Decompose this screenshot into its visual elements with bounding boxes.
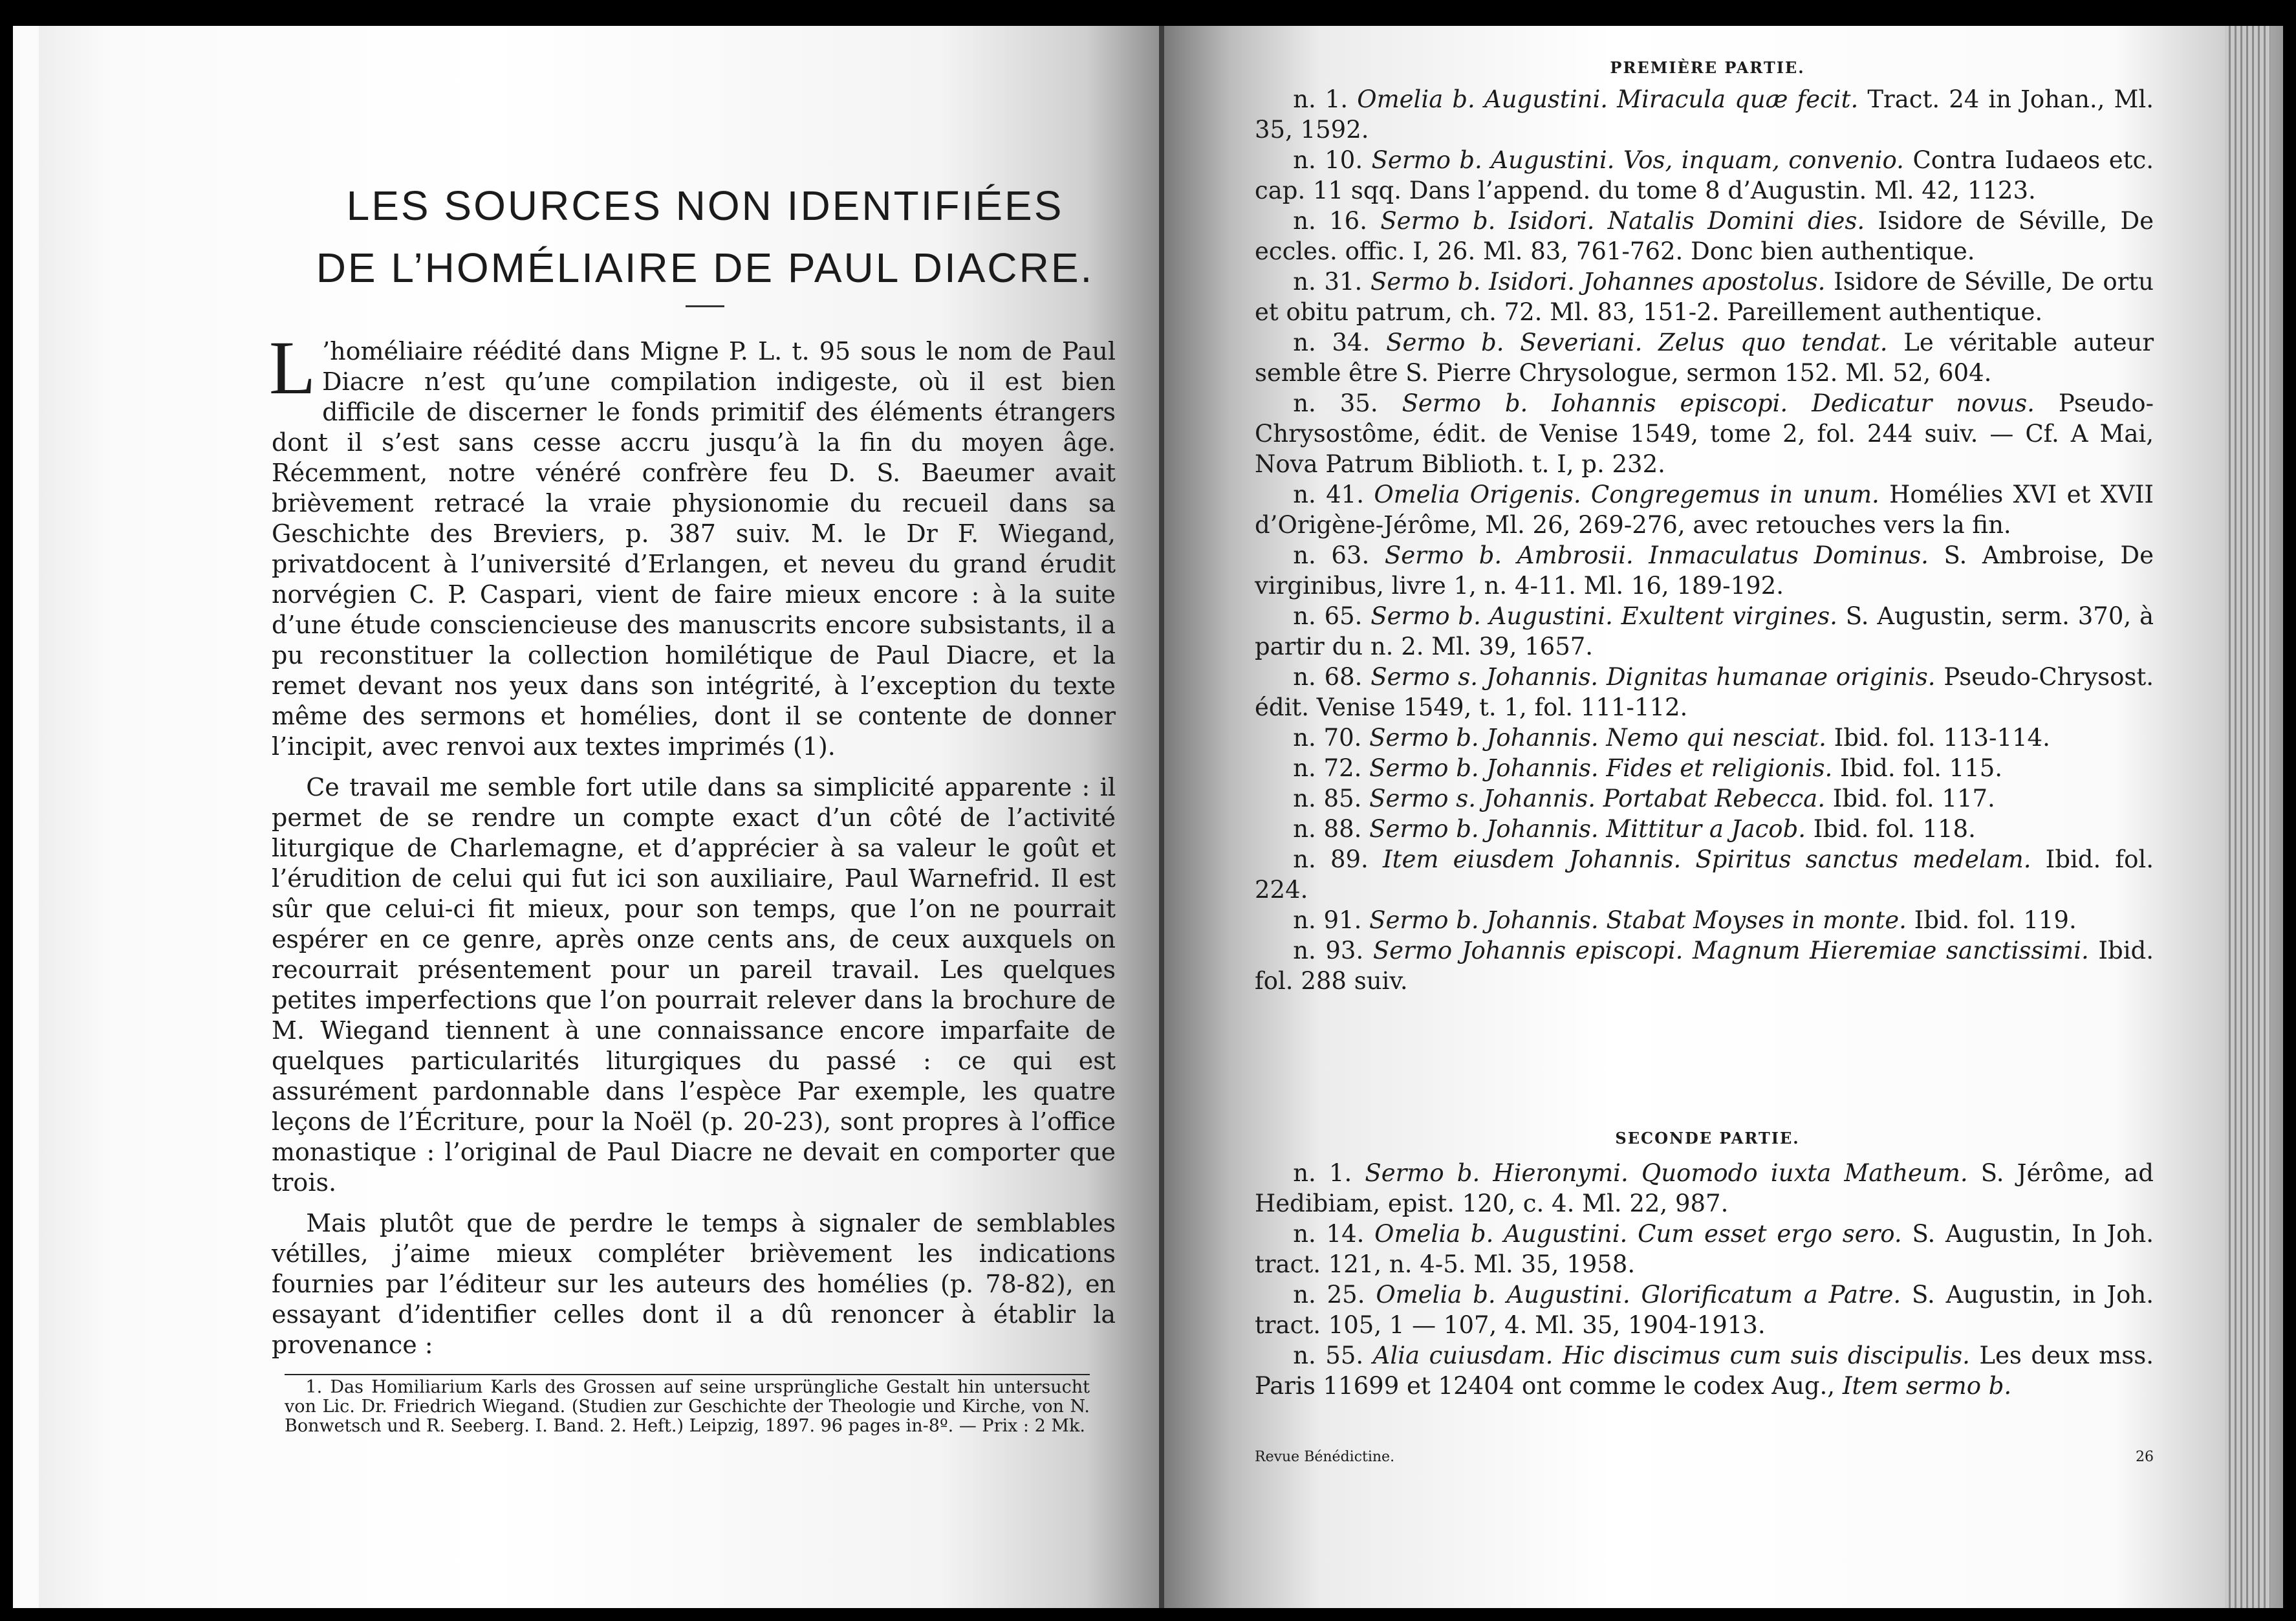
- entry-reference: Pseudo-Chrysost. édit. Venise 1549, t. 1, fol. 111-112.: [1255, 663, 2154, 721]
- entry-number: n. 1.: [1293, 85, 1348, 113]
- entry: [1255, 84, 2154, 145]
- entry-rubric: Alia cuiusdam. Hic discimus cum suis discipulis.: [1372, 1342, 1970, 1369]
- entry: [1255, 1158, 2154, 1219]
- page-number: 26: [2136, 1449, 2154, 1465]
- entry-rubric: Sermo b. Augustini. Exultent virgines.: [1370, 602, 1837, 630]
- entry-number: n. 70.: [1293, 724, 1362, 752]
- entry-reference: Ibid. fol. 118.: [1813, 815, 1976, 843]
- entry-rubric: Omelia b. Augustini. Glorificatum a Patre.: [1376, 1281, 1901, 1309]
- entry-number: n. 25.: [1293, 1281, 1365, 1309]
- entry-number: n. 72.: [1293, 754, 1362, 782]
- page-edges: [2225, 26, 2270, 1608]
- entry-number: n. 35.: [1293, 389, 1378, 417]
- entry: [1255, 145, 2154, 206]
- article-title: [285, 175, 1125, 307]
- entry-rubric: Sermo b. Johannis. Stabat Moyses in monte.: [1369, 906, 1907, 934]
- entry-reference: S. Augustin, In Joh. tract. 121, n. 4-5. Ml. 35, 1958.: [1255, 1220, 2154, 1278]
- entry-number: n. 68.: [1293, 663, 1363, 691]
- entry-rubric: Sermo s. Johannis. Portabat Rebecca.: [1369, 785, 1825, 812]
- entry-reference: Le véritable auteur semble être S. Pierre Chrysologue, sermon 152. Ml. 52, 604.: [1255, 329, 2154, 387]
- entry: [1255, 935, 2154, 996]
- entry-number: n. 93.: [1293, 937, 1364, 964]
- entry: [1255, 388, 2154, 479]
- entry-number: n. 31.: [1293, 268, 1363, 296]
- entry: [1255, 267, 2154, 327]
- entry-reference: Ibid. fol. 224.: [1255, 845, 2154, 904]
- drop-cap: L: [269, 325, 316, 410]
- page-footer: [1255, 1449, 2154, 1465]
- entry-rubric: Sermo b. Isidori. Natalis Domini dies.: [1380, 207, 1865, 235]
- entry: [1255, 662, 2154, 723]
- entry-number: n. 88.: [1293, 815, 1362, 843]
- entry-number: n. 65.: [1293, 602, 1363, 630]
- paragraph-2: Ce travail me semble fort utile dans sa simplicité apparente : il permet de se rendre un compte exact d’un côté de l’activité liturgique de Charlemagne, et d’apprécier à sa valeur le goût et l’érudition de celui qui fut ici son auxiliaire, Paul Warnefrid. Il est sûr que celui-ci fit mieux, pour son temps, que l’on ne pourrait espérer en ce genre, après onze cents ans, de ceux auxquels on recourrait présentement pour un pareil travail. Les quelques petites imperfections que l’on pourrait relever dans la brochure de M. Wiegand tiennent à une connaissance encore imparfaite de quelques particularités liturgiques du passé : ce qui est assurément pardonnable dans l’espèce Par exemple, les quatre leçons de l’Écriture, pour la Noël (p. 20-23), sont propres à l’office monastique : l’original de Paul Diacre ne devait en comporter que trois.: [272, 773, 1116, 1197]
- footnote: 1. Das Homiliarium Karls des Grossen auf seine ursprüngliche Gestalt hin untersucht von Lic. Dr. Friedrich Wiegand. (Studien zur Geschichte der Theologie und Kirche, von N. Bonwetsch und R. Seeberg. I. Band. 2. Heft.) Leipzig, 1897. 96 pages in-8º. — Prix : 2 Mk.: [285, 1377, 1090, 1436]
- entry: [1255, 479, 2154, 540]
- entry-reference: Ibid. fol. 113-114.: [1834, 724, 2050, 752]
- entry-reference: S. Jérôme, ad Hedibiam, epist. 120, c. 4. Ml. 22, 987.: [1255, 1159, 2154, 1217]
- entry-rubric: Sermo b. Iohannis episcopi. Dedicatur novus.: [1402, 389, 2035, 417]
- entry-reference: Contra Iudaeos etc. cap. 11 sqq. Dans l’append. du tome 8 d’Augustin. Ml. 42, 1123.: [1255, 146, 2154, 204]
- right-page: [1164, 26, 2283, 1608]
- entry-rubric: Sermo b. Augustini. Vos, inquam, convenio.: [1371, 146, 1904, 174]
- entry-rubric: Sermo b. Johannis. Nemo qui nesciat.: [1369, 724, 1826, 752]
- part1-heading: PREMIÈRE PARTIE.: [1610, 58, 1805, 77]
- entry-rubric: Sermo b. Johannis. Fides et religionis.: [1369, 754, 1833, 782]
- journal-name: Revue Bénédictine.: [1255, 1449, 1395, 1465]
- entry-rubric: Sermo s. Johannis. Dignitas humanae originis.: [1370, 663, 1936, 691]
- entry: [1255, 905, 2154, 935]
- entry-reference: Pseudo-Chrysostôme, édit. de Venise 1549, tome 2, fol. 244 suiv. — Cf. A Mai, Nova Patrum Biblioth. t. I, p. 232.: [1255, 389, 2154, 478]
- part2-heading: SECONDE PARTIE.: [1615, 1129, 1800, 1148]
- entry: [1255, 723, 2154, 753]
- entry-rubric: Omelia b. Augustini. Cum esset ergo sero.: [1374, 1220, 1902, 1248]
- entry-rubric: Sermo b. Hieronymi. Quomodo iuxta Matheum.: [1365, 1159, 1968, 1187]
- entry: [1255, 601, 2154, 662]
- entry-reference: Isidore de Séville, De ortu et obitu patrum, ch. 72. Ml. 83, 151-2. Pareillement authentique.: [1255, 268, 2154, 326]
- entry: [1255, 327, 2154, 388]
- part2-entries: [1255, 1158, 2154, 1401]
- entry-rubric: Sermo b. Ambrosii. Inmaculatus Dominus.: [1384, 541, 1929, 569]
- entry-number: n. 1.: [1293, 1159, 1352, 1187]
- entry: [1255, 753, 2154, 783]
- entry: [1255, 1340, 2154, 1401]
- entry-reference: S. Ambroise, De virginibus, livre 1, n. 4-11. Ml. 16, 189-192.: [1255, 541, 2154, 600]
- entry-number: n. 89.: [1293, 845, 1369, 873]
- entry-rubric: Item eiusdem Johannis. Spiritus sanctus medelam.: [1383, 845, 2031, 873]
- entry-reference: Ibid. fol. 119.: [1914, 906, 2077, 934]
- entry-number: n. 34.: [1293, 329, 1370, 356]
- entry-number: n. 10.: [1293, 146, 1363, 174]
- entry-reference: Tract. 24 in Johan., Ml. 35, 1592.: [1255, 85, 2154, 144]
- entry-rubric: Sermo b. Isidori. Johannes apostolus.: [1370, 268, 1826, 296]
- entry-reference: Ibid. fol. 115.: [1840, 754, 2003, 782]
- paragraph-3: Mais plutôt que de perdre le temps à signaler de semblables vétilles, j’aime mieux compléter brièvement les indications fournies par l’éditeur sur les auteurs des homélies (p. 78-82), en essayant d’identifier celles dont il a dû renoncer à établir la provenance :: [272, 1209, 1116, 1359]
- entry: [1255, 1219, 2154, 1279]
- entry-number: n. 14.: [1293, 1220, 1365, 1248]
- title-line-2: DE L’HOMÉLIAIRE DE PAUL DIACRE.: [316, 245, 1094, 291]
- entry-number: n. 55.: [1293, 1342, 1364, 1369]
- title-rule: [686, 305, 724, 307]
- entry: [1255, 1279, 2154, 1340]
- article-body: [269, 325, 1116, 1371]
- footnote-rule: [285, 1374, 1090, 1375]
- entry-rubric: Omelia b. Augustini. Miracula quæ fecit.: [1357, 85, 1859, 113]
- entry-rubric: Sermo b. Severiani. Zelus quo tendat.: [1386, 329, 1888, 356]
- entry-reference: Ibid. fol. 288 suiv.: [1255, 937, 2154, 995]
- entry-number: n. 85.: [1293, 785, 1362, 812]
- entry-reference: S. Augustin, in Joh. tract. 105, 1 — 107, 4. Ml. 35, 1904-1913.: [1255, 1281, 2154, 1339]
- left-page: [39, 26, 1164, 1608]
- entry: [1255, 814, 2154, 844]
- paragraph-1-text: ’homéliaire réédité dans Migne P. L. t. 95 sous le nom de Paul Diacre n’est qu’une compilation indigeste, où il est bien difficile de discerner le fonds primitif des éléments étrangers dont il s’est sans cesse accru jusqu’à la fin du moyen âge. Récemment, notre vénéré confrère feu D. S. Baeumer avait brièvement retracé la vraie physionomie du recueil dans sa Geschichte des Breviers, p. 387 suiv. M. le Dr F. Wiegand, privatdocent à l’université d’Erlangen, et neveu du grand érudit norvégien C. P. Caspari, vient de faire mieux encore : à la suite d’une étude consciencieuse des manuscrits encore subsistants, il a pu reconstituer la collection homilétique de Paul Diacre, et la remet devant nos yeux dans son intégrité, à l’exception du texte même des sermons et homélies, dont il se contente de donner l’incipit, avec renvoi aux textes imprimés (1).: [272, 337, 1116, 761]
- entry: [1255, 783, 2154, 814]
- title-line-1: LES SOURCES NON IDENTIFIÉES: [346, 182, 1064, 229]
- entry-tail: Item sermo b.: [1842, 1372, 2012, 1400]
- entry: [1255, 540, 2154, 601]
- entry-reference: Les deux mss. Paris 11699 et 12404 ont comme le codex Aug.,: [1255, 1342, 2154, 1400]
- entry-rubric: Sermo Johannis episcopi. Magnum Hieremiae sanctissimi.: [1372, 937, 2089, 964]
- entry-rubric: Sermo b. Johannis. Mittitur a Jacob.: [1369, 815, 1806, 843]
- entry-reference: Isidore de Séville, De eccles. offic. I, 26. Ml. 83, 761-762. Donc bien authentique.: [1255, 207, 2154, 265]
- entry-rubric: Omelia Origenis. Congregemus in unum.: [1374, 481, 1879, 508]
- paragraph-1: [269, 325, 1116, 762]
- entry: [1255, 844, 2154, 905]
- entry-number: n. 91.: [1293, 906, 1362, 934]
- part1-entries: [1255, 84, 2154, 996]
- entry-reference: Homélies XVI et XVII d’Origène-Jérôme, Ml. 26, 269-276, avec retouches vers la fin.: [1255, 481, 2154, 539]
- entry-number: n. 63.: [1293, 541, 1370, 569]
- entry-number: n. 41.: [1293, 481, 1364, 508]
- entry-reference: Ibid. fol. 117.: [1832, 785, 1995, 812]
- entry-number: n. 16.: [1293, 207, 1367, 235]
- entry-reference: S. Augustin, serm. 370, à partir du n. 2. Ml. 39, 1657.: [1255, 602, 2154, 660]
- entry: [1255, 206, 2154, 267]
